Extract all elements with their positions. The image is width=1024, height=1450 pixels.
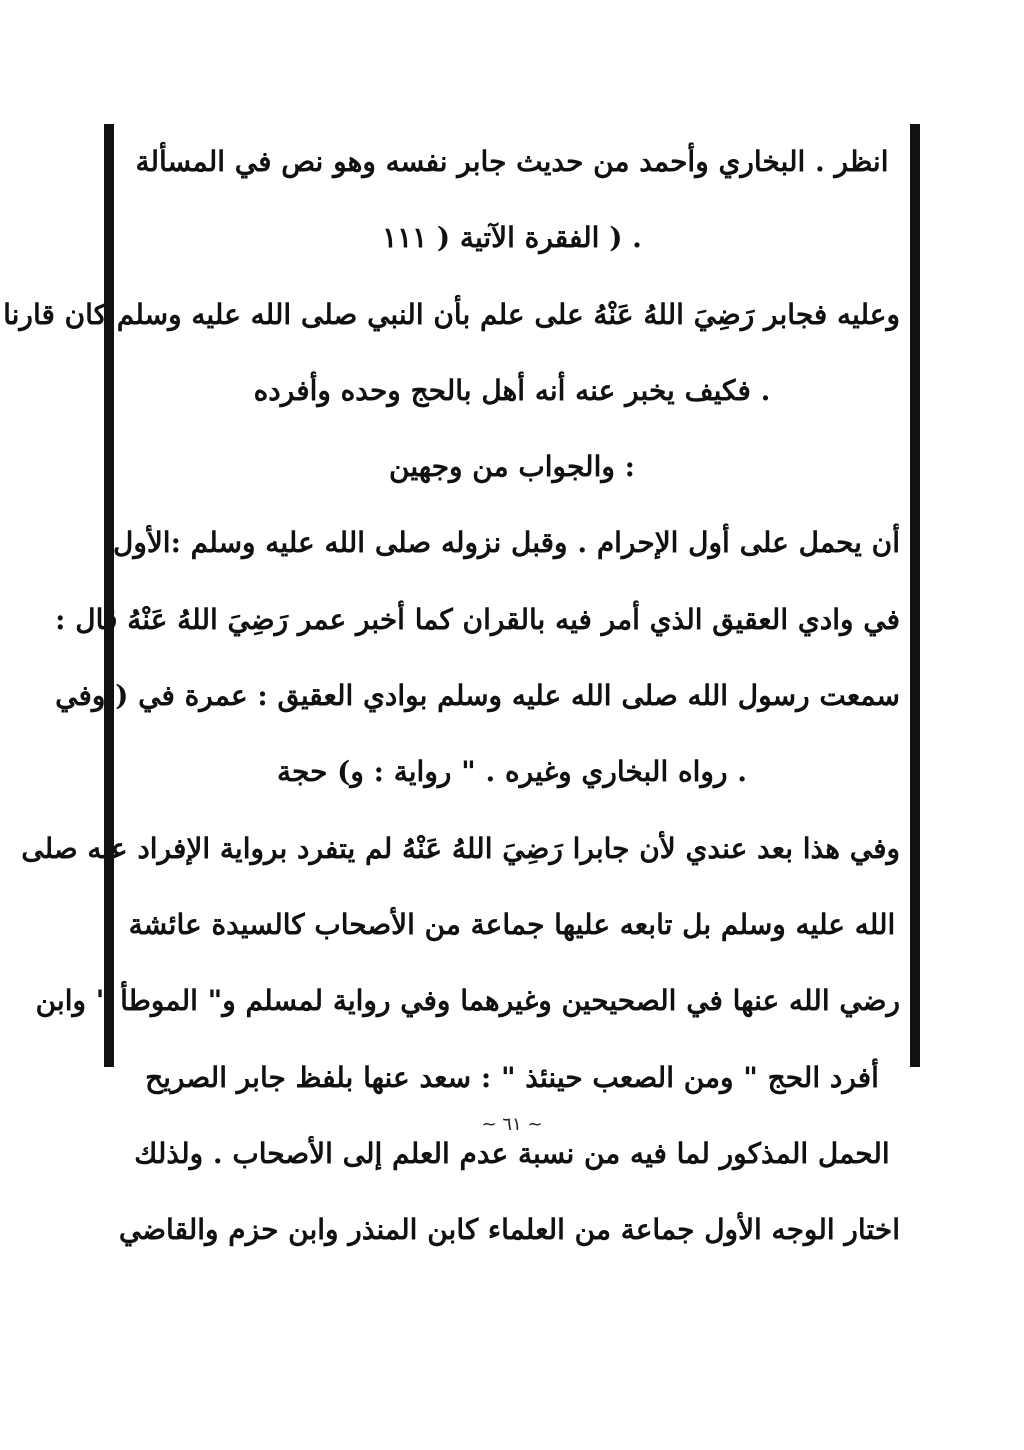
text-line: . رواه البخاري وغيره . " رواية : و) حجة: [277, 755, 747, 789]
text-line: اختار الوجه الأول جماعة من العلماء كابن المنذر وابن حزم والقاضي: [118, 1213, 900, 1247]
text-line: . فكيف يخبر عنه أنه أهل بالحج وحده وأفرده: [253, 373, 771, 407]
text-line: وعليه فجابر رَضِيَ اللهُ عَنْهُ على علم بأن النبي صلى الله عليه وسلم كان قارنا: [3, 297, 900, 331]
page-number: ~ ٦١ ~: [481, 1114, 543, 1135]
text-line: : والجواب من وجهين: [389, 450, 635, 484]
right-border-bar: [910, 124, 920, 1067]
text-line: سمعت رسول الله صلى الله عليه وسلم بوادي العقيق : عمرة في ( وفي: [55, 679, 900, 713]
text-line: أفرد الحج " ومن الصعب حينئذ " : سعد عنها بلفظ جابر الصريح: [145, 1060, 879, 1094]
text-line: رضي الله عنها في الصحيحين وغيرهما وفي رواية لمسلم و" الموطأ " وابن: [35, 984, 900, 1018]
text-line: الله عليه وسلم بل تابعه عليها جماعة من الأصحاب كالسيدة عائشة: [128, 907, 896, 941]
text-line: . ( الفقرة الآتية ( ١١١: [382, 221, 642, 255]
text-line: أن يحمل على أول الإحرام . وقبل نزوله صلى الله عليه وسلم :الأول: [112, 526, 900, 560]
text-line: وفي هذا بعد عندي لأن جابرا رَضِيَ اللهُ عَنْهُ لم يتفرد برواية الإفراد عنه صلى: [21, 831, 900, 865]
text-line: في وادي العقيق الذي أمر فيه بالقران كما أخبر عمر رَضِيَ اللهُ عَنْهُ قال :: [55, 602, 900, 636]
text-line: الحمل المذكور لما فيه من نسبة عدم العلم إلى الأصحاب . ولذلك: [134, 1136, 890, 1170]
body-text: [3, 124, 900, 1268]
text-line: انظر . البخاري وأحمد من حديث جابر نفسه وهو نص في المسألة: [135, 145, 889, 178]
